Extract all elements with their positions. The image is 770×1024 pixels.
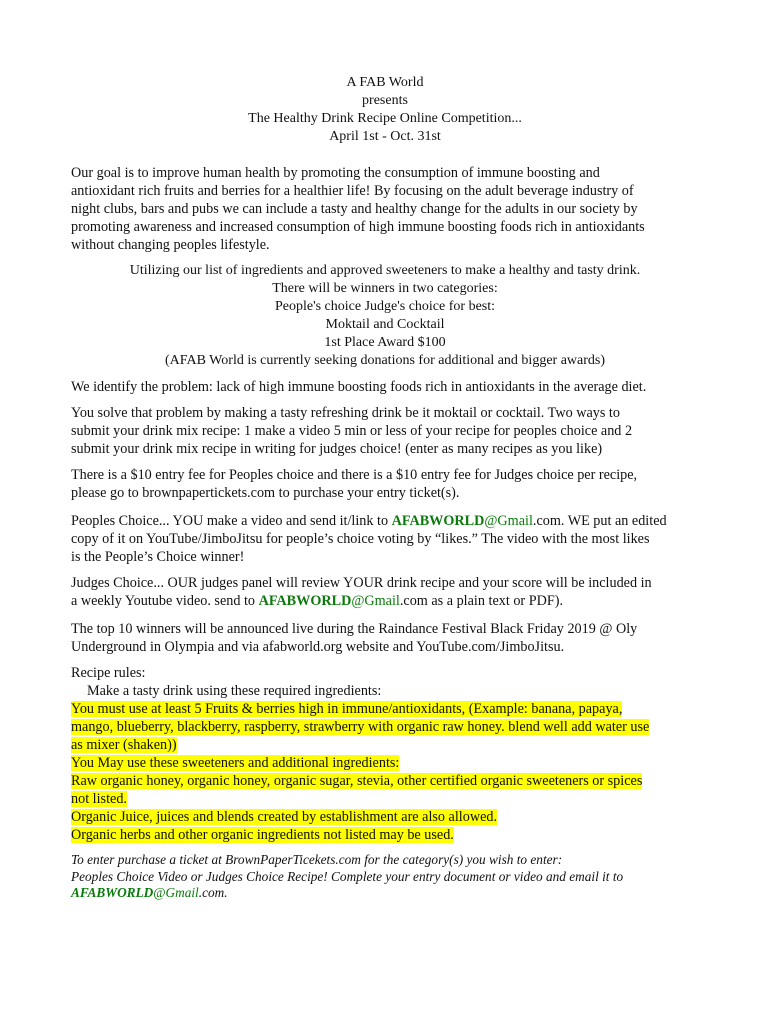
goal-paragraph — [71, 164, 701, 254]
instructions-line: To enter purchase a ticket at BrownPaperTicekets.com for the category(s) you wish to enter: — [71, 852, 563, 867]
rule-line — [71, 808, 701, 826]
highlighted-rule: not listed. — [71, 791, 127, 807]
judges-choice-line: Judges Choice... OUR judges panel will review YOUR drink recipe and your score will be included in — [71, 575, 652, 591]
solve-line: You solve that problem by making a tasty refreshing drink be it moktail or cocktail. Two ways to — [71, 405, 620, 421]
judges-choice-paragraph — [71, 574, 701, 610]
problem-line: We identify the problem: lack of high immune boosting foods rich in antioxidants in the average diet. — [71, 379, 647, 395]
recipe-rules — [71, 664, 701, 844]
categories-text: There will be winners in two categories: — [272, 281, 498, 296]
peoples-choice-line: copy of it on YouTube/JimboJitsu for people’s choice voting by “likes.” The video with the most likes — [71, 531, 650, 547]
donation-note: (AFAB World is currently seeking donations for additional and bigger awards) — [164, 353, 606, 368]
goal-line: antioxidant rich fruits and berries for a healthier life! By focusing on the adult beverage industry of — [71, 183, 634, 199]
judges-choice-text: .com as a plain text or PDF). — [399, 593, 563, 609]
instructions-line — [71, 885, 711, 902]
fee-line: There is a $10 entry fee for Peoples choice and there is a $10 entry fee for Judges choice per recipe, — [71, 467, 638, 483]
ingredients-intro: Utilizing our list of ingredients and approved sweeteners to make a healthy and tasty drink. — [129, 263, 641, 278]
solve-paragraph — [71, 404, 701, 458]
rule-line — [71, 790, 701, 808]
email-domain: @Gmail — [351, 593, 400, 609]
highlighted-rule: Raw organic honey, organic honey, organic sugar, stevia, other certified organic sweeteners or spices — [71, 773, 643, 789]
rule-line — [71, 772, 701, 790]
email-name: AFABWORLD — [258, 593, 352, 609]
problem-paragraph — [71, 378, 701, 396]
email-name: AFABWORLD — [391, 513, 485, 529]
rules-heading: Recipe rules: — [71, 665, 146, 681]
judges-choice-text: a weekly Youtube video. send to — [71, 593, 259, 609]
solve-line: submit your drink mix recipe in writing for judges choice! (enter as many recipes as you like) — [71, 441, 603, 457]
goal-line: without changing peoples lifestyle. — [71, 237, 270, 253]
document-title: The Healthy Drink Recipe Online Competition... — [248, 111, 522, 126]
peoples-choice-line — [71, 512, 701, 530]
rule-line — [71, 754, 701, 772]
peoples-choice-paragraph — [71, 512, 701, 566]
rule-line — [71, 700, 701, 718]
email-name: AFABWORLD — [71, 885, 154, 900]
highlighted-rule: as mixer (shaken)) — [71, 737, 177, 753]
email-domain: @Gmail — [484, 513, 533, 529]
goal-line: night clubs, bars and pubs we can include a tasty and healthy change for the adults in our society by — [71, 201, 638, 217]
award-text: 1st Place Award $100 — [324, 335, 446, 350]
instructions-line: Peoples Choice Video or Judges Choice Recipe! Complete your entry document or video and email it to — [71, 868, 624, 884]
date-range: April 1st - Oct. 31st — [329, 129, 441, 144]
fee-paragraph — [71, 466, 701, 502]
rule-line — [71, 718, 701, 736]
top10-line: The top 10 winners will be announced live during the Raindance Festival Black Friday 2019 @ Oly — [71, 621, 638, 637]
highlighted-rule: Organic herbs and other organic ingredients not listed may be used. — [71, 827, 454, 843]
presents-text: presents — [362, 93, 408, 108]
highlighted-rule: Organic Juice, juices and blends created by establishment are also allowed. — [71, 809, 498, 825]
rules-subheading: Make a tasty drink using these required ingredients: — [87, 683, 382, 699]
peoples-choice-text: Peoples Choice... YOU make a video and send it/link to — [71, 513, 392, 529]
rule-line — [71, 826, 701, 844]
goal-line: Our goal is to improve human health by promoting the consumption of immune boosting and — [71, 165, 600, 181]
choice-types: People's choice Judge's choice for best: — [274, 299, 496, 314]
fee-line: please go to brownpapertickets.com to purchase your entry ticket(s). — [71, 485, 460, 501]
highlighted-rule: You must use at least 5 Fruits & berries high in immune/antioxidants, (Example: banana, papaya, — [71, 701, 623, 717]
peoples-choice-text: .com. WE put an edited — [532, 513, 667, 529]
entry-instructions — [71, 852, 711, 902]
rule-line — [71, 736, 701, 754]
email-link[interactable] — [259, 593, 400, 609]
org-name: A FAB World — [346, 75, 424, 90]
email-link[interactable] — [71, 885, 199, 900]
peoples-choice-line: is the People’s Choice winner! — [71, 549, 245, 565]
email-domain: @Gmail — [153, 885, 199, 900]
goal-line: promoting awareness and increased consumption of high immune boosting foods rich in antioxidants — [71, 219, 645, 235]
highlighted-rule: You May use these sweeteners and additional ingredients: — [71, 755, 400, 771]
top10-line: Underground in Olympia and via afabworld.org website and YouTube.com/JimboJitsu. — [71, 639, 565, 655]
judges-choice-line — [71, 592, 701, 610]
top10-paragraph — [71, 620, 701, 656]
solve-line: submit your drink mix recipe: 1 make a video 5 min or less of your recipe for peoples choice and 2 — [71, 423, 633, 439]
email-link[interactable] — [392, 513, 533, 529]
highlighted-rule: mango, blueberry, blackberry, raspberry, strawberry with organic raw honey. blend well add water use — [71, 719, 650, 735]
instructions-text: .com. — [198, 885, 228, 900]
drink-types: Moktail and Cocktail — [325, 317, 445, 332]
